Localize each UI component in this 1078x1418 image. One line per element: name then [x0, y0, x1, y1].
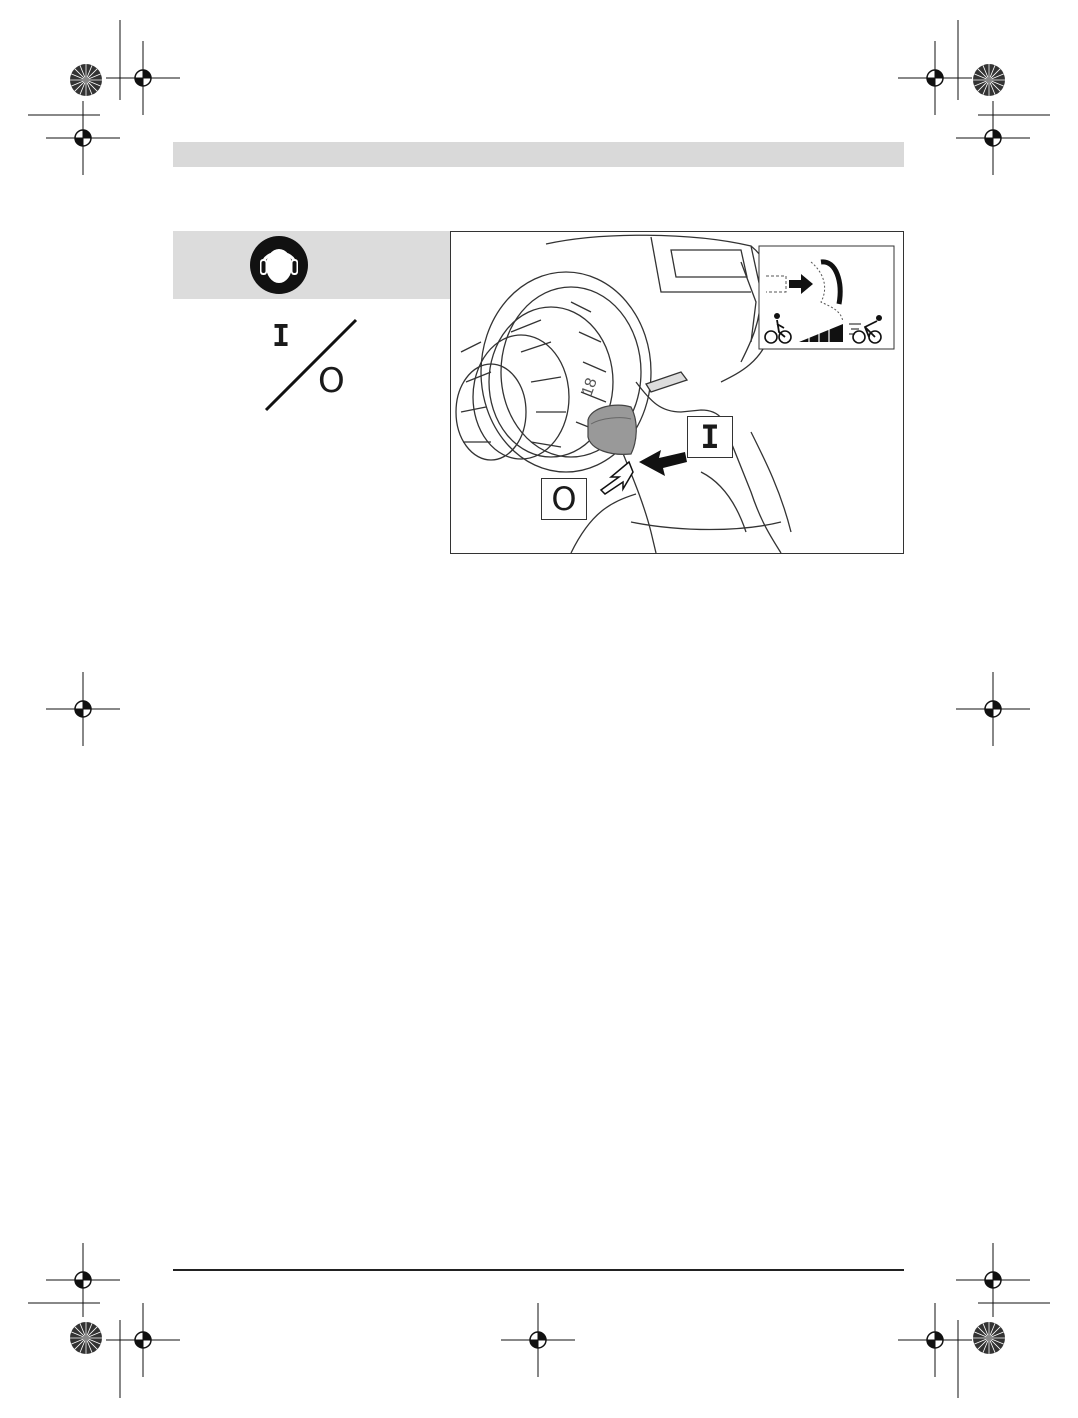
- on-label-box: [687, 416, 733, 458]
- on-label: I: [700, 418, 720, 456]
- drill-drawing: [451, 232, 903, 553]
- off-label-box: [541, 478, 587, 520]
- footer-rule: [173, 1269, 904, 1271]
- off-label: O: [551, 480, 577, 518]
- on-symbol: I: [272, 319, 291, 354]
- on-off-symbol-icon: [262, 318, 362, 413]
- off-symbol: O: [318, 361, 345, 401]
- hearing-protection-panel: [173, 231, 450, 299]
- ear-protection-icon: [249, 235, 309, 295]
- drill-switch-illustration: [450, 231, 904, 554]
- chuck-digits: 18: [578, 375, 601, 399]
- header-bar: [173, 142, 904, 167]
